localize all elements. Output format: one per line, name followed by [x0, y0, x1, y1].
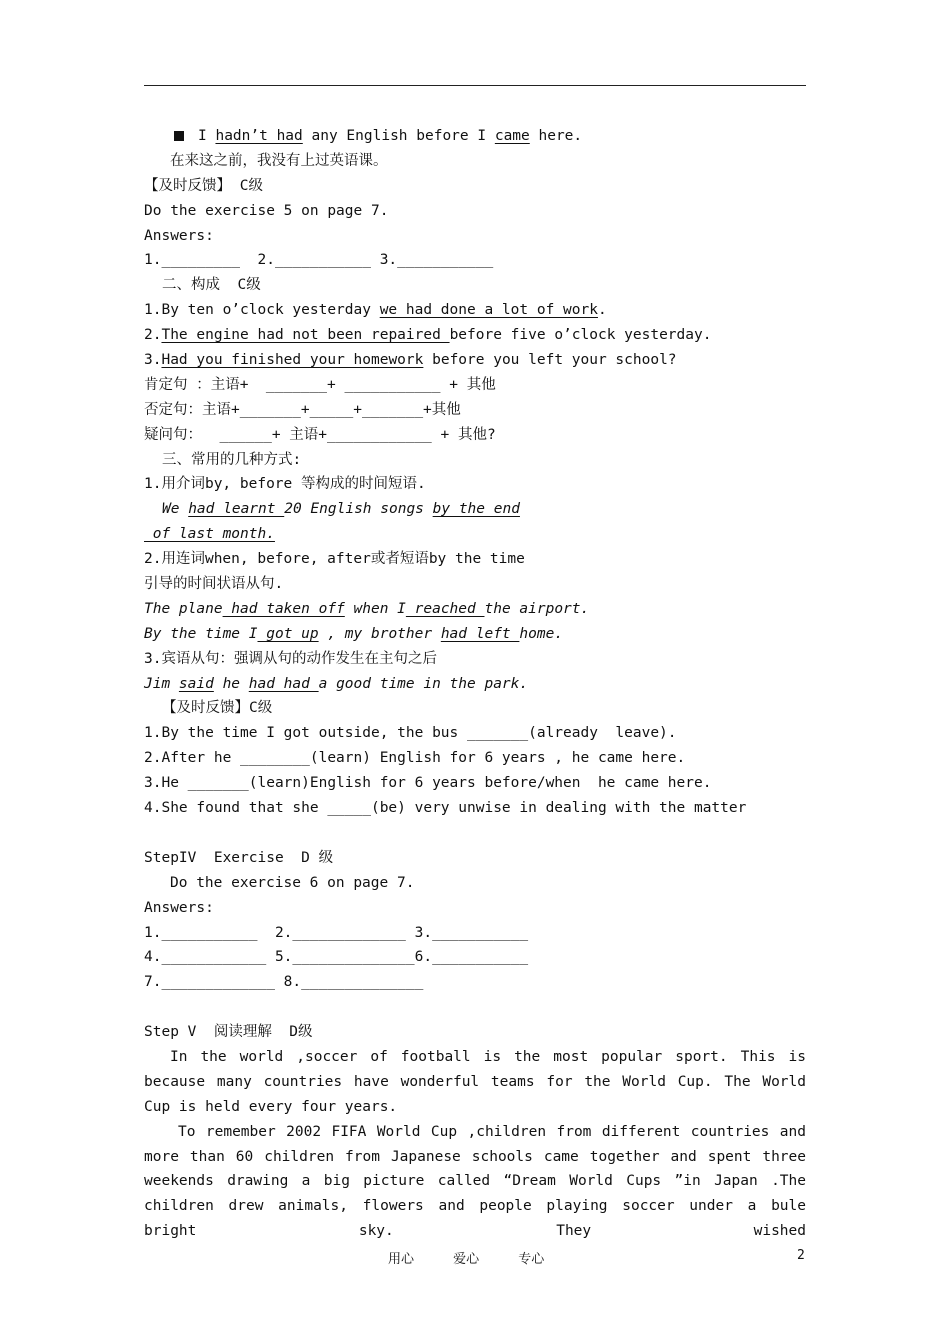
- reading-paragraph-1: In the world ,soccer of football is the most popular sport. This is because many countries have wonderful teams for the World Cup. The World Cup is held every four years.: [144, 1048, 806, 1115]
- structure-example-1: 1.By ten o’clock yesterday we had done a lot of work.: [144, 302, 607, 319]
- usage-point-1: 1.用介词by, before 等构成的时间短语.: [144, 476, 426, 493]
- practice-question-1: 1.By the time I got outside, the bus _______(already leave).: [144, 725, 677, 742]
- formula-question: 疑问句： ______+ 主语+____________ + 其他?: [144, 426, 496, 443]
- page-number: 2: [797, 1248, 805, 1263]
- formula-affirmative: 肯定句 ：主语+ _______+ ___________ + 其他: [144, 376, 496, 393]
- structure-example-2: 2.The engine had not been repaired before five o’clock yesterday.: [144, 327, 712, 344]
- structure-example-3: 3.Had you finished your homework before you left your school?: [144, 352, 677, 369]
- square-bullet-icon: [174, 131, 184, 141]
- practice-question-4: 4.She found that she _____(be) very unwise in dealing with the matter: [144, 800, 747, 817]
- spacer: [144, 995, 806, 1020]
- usage-example-1: We had learnt 20 English songs by the end: [162, 501, 520, 518]
- step4-blanks-row-3: 7._____________ 8.______________: [144, 974, 424, 991]
- step4-blanks-row-2: 4.____________ 5.______________6.___________: [144, 949, 529, 966]
- section-heading-usage: 三、常用的几种方式:: [162, 451, 302, 468]
- feedback-heading-2: 【及时反馈】C级: [162, 700, 273, 717]
- answer-blanks: 1._________ 2.___________ 3.___________: [144, 252, 494, 269]
- step4-answers-label: Answers:: [144, 899, 214, 916]
- footer-motto: 用心 爱心 专心: [388, 1252, 545, 1267]
- usage-example-3: By the time I got up , my brother had left home.: [144, 625, 564, 642]
- step4-heading: StepIV Exercise D 级: [144, 849, 334, 866]
- practice-question-2: 2.After he ________(learn) English for 6 years , he came here.: [144, 750, 686, 767]
- step4-instruction: Do the exercise 6 on page 7.: [170, 874, 415, 891]
- usage-example-1-cont: of last month.: [144, 526, 275, 543]
- usage-point-2-cont: 引导的时间状语从句.: [144, 576, 284, 593]
- usage-point-3: 3.宾语从句：强调从句的动作发生在主句之后: [144, 650, 437, 667]
- spacer: [144, 821, 806, 846]
- section-heading-structure: 二、构成 C级: [162, 277, 261, 294]
- usage-example-2: The plane had taken off when I reached the airport.: [144, 600, 590, 617]
- example-translation: 在来这之前，我没有上过英语课。: [170, 152, 388, 169]
- formula-negative: 否定句：主语+_______+_____+_______+其他: [144, 401, 461, 418]
- header-rule: [144, 85, 806, 86]
- practice-question-3: 3.He _______(learn)English for 6 years before/when he came here.: [144, 775, 712, 792]
- usage-example-4: Jim said he had had a good time in the park.: [144, 675, 529, 692]
- reading-paragraph-2: To remember 2002 FIFA World Cup ,children from different countries and more than 60 children from Japanese schools came together and spent three weekends drawing a big picture called “Dream World Cups ”in Japan .The children drew animals, flowers and people playing soccer under a bule bright sky. They wished: [144, 1123, 806, 1240]
- page-body: [144, 124, 806, 1244]
- usage-point-2: 2.用连词when, before, after或者短语by the time: [144, 551, 525, 568]
- feedback-heading: 【及时反馈】 C级: [144, 177, 263, 194]
- step5-heading: Step V 阅读理解 D级: [144, 1024, 313, 1041]
- example-sentence: I hadn’t had any English before I came here.: [144, 124, 806, 149]
- step4-blanks-row-1: 1.___________ 2._____________ 3.___________: [144, 924, 529, 941]
- answers-label: Answers:: [144, 227, 214, 244]
- exercise-instruction: Do the exercise 5 on page 7.: [144, 202, 389, 219]
